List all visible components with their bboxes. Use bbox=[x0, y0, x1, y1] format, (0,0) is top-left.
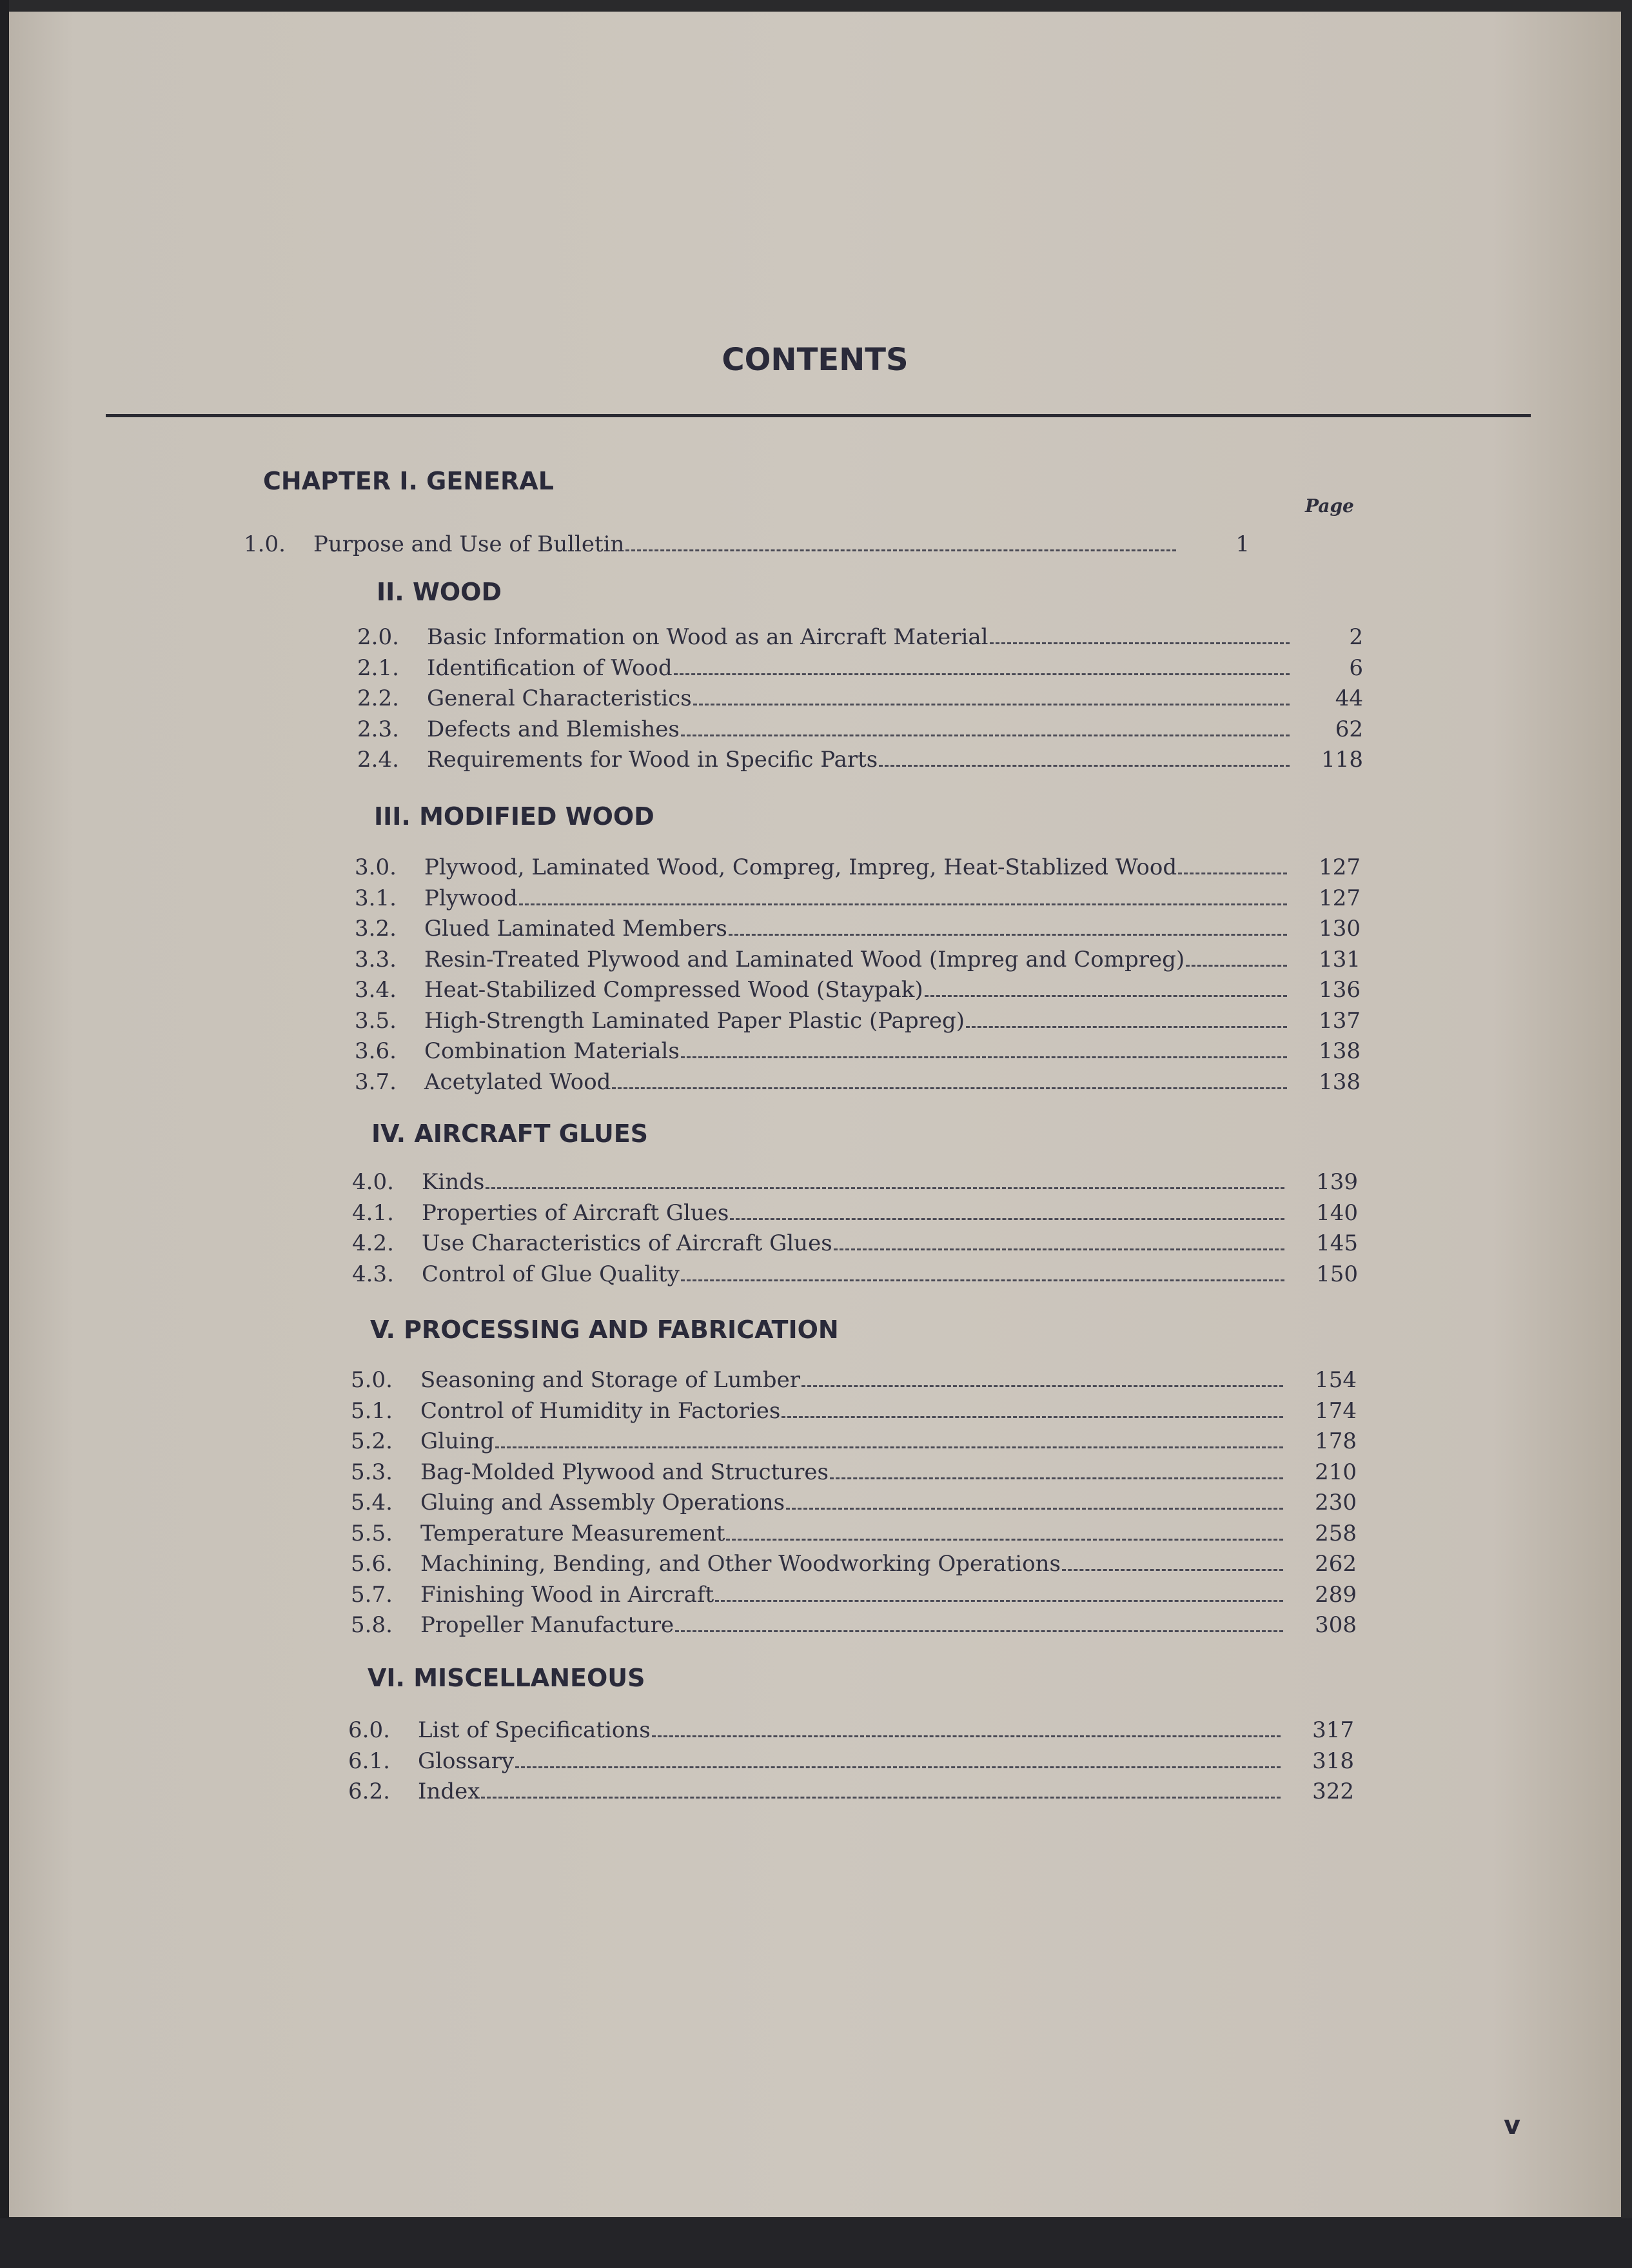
section-number: 6.2. bbox=[348, 1779, 390, 1804]
dot-leader bbox=[675, 1630, 1283, 1632]
section-number: 4.1. bbox=[352, 1199, 394, 1226]
toc-entry[interactable] bbox=[348, 1717, 1354, 1747]
section-title: Seasoning and Storage of Lumber bbox=[420, 1367, 800, 1393]
page-column-label: Page bbox=[1305, 495, 1354, 517]
section-page: 317 bbox=[1312, 1717, 1354, 1743]
dot-leader bbox=[925, 995, 1287, 997]
section-number: 3.7. bbox=[355, 1069, 397, 1095]
toc-entry[interactable] bbox=[351, 1490, 1357, 1519]
section-title: High-Strength Laminated Paper Plastic (Papreg) bbox=[424, 1007, 965, 1034]
section-title: Kinds bbox=[422, 1169, 485, 1195]
toc-entry[interactable] bbox=[355, 947, 1361, 976]
toc-entry[interactable] bbox=[357, 655, 1363, 685]
section-number: 4.3. bbox=[352, 1261, 394, 1287]
dot-leader bbox=[693, 704, 1290, 705]
section-title: Plywood, Laminated Wood, Compreg, Impreg, Heat-Stablized Wood bbox=[424, 854, 1177, 880]
section-page: 6 bbox=[1349, 655, 1363, 681]
section-number: 5.2. bbox=[351, 1428, 393, 1454]
dot-leader bbox=[519, 903, 1287, 905]
section-page: 145 bbox=[1316, 1230, 1358, 1256]
section-title: List of Specifications bbox=[418, 1717, 651, 1743]
section-number: 5.0. bbox=[351, 1367, 393, 1393]
chapter-heading: CHAPTER I. GENERAL bbox=[263, 467, 554, 495]
section-page: 289 bbox=[1315, 1581, 1357, 1608]
dot-leader bbox=[1186, 965, 1287, 967]
toc-entry[interactable] bbox=[348, 1779, 1354, 1808]
section-page: 136 bbox=[1319, 977, 1361, 1003]
dot-leader bbox=[625, 549, 1176, 551]
section-title: Combination Materials bbox=[424, 1038, 680, 1064]
chapter-heading: IV. AIRCRAFT GLUES bbox=[371, 1119, 649, 1148]
dot-leader bbox=[801, 1385, 1283, 1387]
section-title: Machining, Bending, and Other Woodworking Operations bbox=[420, 1551, 1061, 1577]
dot-leader bbox=[681, 1056, 1287, 1058]
section-page: 150 bbox=[1316, 1261, 1358, 1287]
section-page: 130 bbox=[1319, 916, 1361, 942]
binding-spine bbox=[0, 0, 9, 2268]
section-number: 2.2. bbox=[357, 685, 399, 711]
page-title: CONTENTS bbox=[722, 342, 909, 378]
section-number: 6.1. bbox=[348, 1748, 390, 1774]
section-number: 3.5. bbox=[355, 1007, 397, 1034]
dot-leader bbox=[1178, 873, 1287, 874]
toc-entry[interactable] bbox=[348, 1748, 1354, 1778]
toc-entry[interactable] bbox=[351, 1367, 1357, 1397]
section-number: 5.8. bbox=[351, 1612, 393, 1638]
toc-entry[interactable] bbox=[357, 716, 1363, 746]
section-number: 4.0. bbox=[352, 1169, 394, 1195]
section-title: Plywood bbox=[424, 885, 518, 911]
section-number: 3.3. bbox=[355, 946, 397, 972]
section-title: Purpose and Use of Bulletin bbox=[313, 531, 625, 557]
section-page: 318 bbox=[1312, 1748, 1354, 1774]
section-page: 258 bbox=[1315, 1520, 1357, 1546]
dot-leader bbox=[681, 735, 1290, 736]
section-number: 5.4. bbox=[351, 1490, 393, 1515]
section-number: 2.3. bbox=[357, 716, 399, 742]
title-divider bbox=[106, 414, 1531, 417]
section-title: Glossary bbox=[418, 1748, 515, 1774]
section-page: 230 bbox=[1315, 1490, 1357, 1515]
section-title: Glued Laminated Members bbox=[424, 916, 727, 942]
section-number: 5.1. bbox=[351, 1397, 393, 1424]
section-page: 154 bbox=[1315, 1367, 1357, 1393]
chapter-heading: V. PROCESSING AND FABRICATION bbox=[370, 1316, 839, 1344]
section-page: 118 bbox=[1321, 747, 1363, 773]
toc-entry[interactable] bbox=[352, 1230, 1358, 1260]
section-title: Propeller Manufacture bbox=[420, 1612, 674, 1638]
section-number: 5.6. bbox=[351, 1551, 393, 1577]
toc-entry[interactable] bbox=[355, 854, 1361, 884]
section-page: 262 bbox=[1315, 1551, 1357, 1577]
section-title: Basic Information on Wood as an Aircraft Material bbox=[427, 624, 988, 650]
toc-entry[interactable] bbox=[351, 1521, 1357, 1550]
section-title: Resin-Treated Plywood and Laminated Wood (Impreg and Compreg) bbox=[424, 946, 1185, 972]
section-number: 1.0. bbox=[244, 531, 286, 557]
dot-leader bbox=[495, 1446, 1283, 1448]
section-title: Gluing and Assembly Operations bbox=[420, 1490, 785, 1515]
dot-leader bbox=[612, 1087, 1287, 1089]
dot-leader bbox=[681, 1279, 1284, 1281]
section-title: General Characteristics bbox=[427, 685, 692, 711]
page-bottom-edge bbox=[0, 2218, 1632, 2268]
section-page: 139 bbox=[1316, 1169, 1358, 1195]
toc-entry[interactable] bbox=[355, 916, 1361, 945]
toc-entry[interactable] bbox=[351, 1459, 1357, 1489]
section-title: Temperature Measurement bbox=[420, 1520, 725, 1546]
section-page: 127 bbox=[1319, 854, 1361, 880]
document-page bbox=[9, 12, 1621, 2217]
dot-leader bbox=[486, 1187, 1284, 1189]
toc-entry[interactable] bbox=[355, 1069, 1361, 1099]
section-title: Heat-Stabilized Compressed Wood (Staypak) bbox=[424, 977, 923, 1003]
section-title: Bag-Molded Plywood and Structures bbox=[420, 1459, 829, 1485]
dot-leader bbox=[782, 1416, 1283, 1418]
section-title: Finishing Wood in Aircraft bbox=[420, 1581, 714, 1608]
section-page: 127 bbox=[1319, 885, 1361, 911]
section-number: 3.1. bbox=[355, 885, 397, 911]
section-title: Requirements for Wood in Specific Parts bbox=[427, 747, 878, 773]
toc-entry[interactable] bbox=[352, 1261, 1358, 1291]
section-page: 210 bbox=[1315, 1459, 1357, 1485]
toc-entry[interactable] bbox=[355, 977, 1361, 1007]
section-page: 137 bbox=[1319, 1007, 1361, 1034]
dot-leader bbox=[879, 765, 1290, 767]
dot-leader bbox=[786, 1508, 1283, 1510]
toc-entry[interactable] bbox=[351, 1551, 1357, 1581]
section-page: 178 bbox=[1315, 1428, 1357, 1454]
section-page: 308 bbox=[1315, 1612, 1357, 1638]
section-number: 3.0. bbox=[355, 854, 397, 880]
toc-entry[interactable] bbox=[357, 685, 1363, 715]
toc-entry[interactable] bbox=[355, 885, 1361, 915]
section-page: 322 bbox=[1312, 1779, 1354, 1804]
toc-entry[interactable] bbox=[351, 1398, 1357, 1428]
section-number: 2.0. bbox=[357, 624, 399, 650]
toc-entry[interactable] bbox=[244, 531, 1250, 561]
dot-leader bbox=[730, 1218, 1284, 1220]
section-title: Index bbox=[418, 1779, 480, 1804]
page-number: v bbox=[1504, 2111, 1521, 2140]
dot-leader bbox=[515, 1766, 1281, 1768]
section-page: 62 bbox=[1335, 716, 1363, 742]
section-number: 6.0. bbox=[348, 1717, 390, 1743]
section-page: 138 bbox=[1319, 1069, 1361, 1095]
section-title: Control of Glue Quality bbox=[422, 1261, 680, 1287]
section-title: Control of Humidity in Factories bbox=[420, 1397, 781, 1424]
section-page: 2 bbox=[1349, 624, 1363, 650]
section-title: Properties of Aircraft Glues bbox=[422, 1199, 729, 1226]
dot-leader bbox=[715, 1600, 1283, 1602]
toc-entry[interactable] bbox=[352, 1169, 1358, 1199]
section-number: 5.3. bbox=[351, 1459, 393, 1485]
section-title: Defects and Blemishes bbox=[427, 716, 680, 742]
section-page: 44 bbox=[1335, 685, 1363, 711]
toc-entry[interactable] bbox=[352, 1200, 1358, 1230]
section-page: 1 bbox=[1235, 531, 1250, 557]
section-title: Acetylated Wood bbox=[424, 1069, 611, 1095]
section-title: Identification of Wood bbox=[427, 655, 673, 681]
dot-leader bbox=[1062, 1569, 1283, 1571]
dot-leader bbox=[830, 1477, 1283, 1479]
section-number: 3.4. bbox=[355, 977, 397, 1003]
chapter-heading: II. WOOD bbox=[377, 578, 502, 606]
section-title: Use Characteristics of Aircraft Glues bbox=[422, 1230, 832, 1256]
section-page: 138 bbox=[1319, 1038, 1361, 1064]
dot-leader bbox=[990, 642, 1290, 644]
chapter-heading: III. MODIFIED WOOD bbox=[374, 802, 654, 831]
section-number: 3.6. bbox=[355, 1038, 397, 1064]
section-number: 2.4. bbox=[357, 747, 399, 773]
toc-entry[interactable] bbox=[351, 1428, 1357, 1458]
section-page: 174 bbox=[1315, 1397, 1357, 1424]
dot-leader bbox=[966, 1026, 1287, 1028]
toc-entry[interactable] bbox=[357, 624, 1363, 654]
section-number: 2.1. bbox=[357, 655, 399, 681]
dot-leader bbox=[652, 1735, 1281, 1737]
section-number: 4.2. bbox=[352, 1230, 394, 1256]
toc-entry[interactable] bbox=[355, 1008, 1361, 1038]
dot-leader bbox=[674, 673, 1290, 675]
toc-entry[interactable] bbox=[357, 747, 1363, 776]
toc-entry[interactable] bbox=[351, 1612, 1357, 1642]
toc-entry[interactable] bbox=[351, 1582, 1357, 1612]
section-page: 140 bbox=[1316, 1199, 1358, 1226]
section-page: 131 bbox=[1319, 946, 1361, 972]
chapter-heading: VI. MISCELLANEOUS bbox=[368, 1664, 645, 1692]
section-number: 3.2. bbox=[355, 916, 397, 942]
toc-entry[interactable] bbox=[355, 1038, 1361, 1068]
dot-leader bbox=[729, 934, 1287, 936]
section-title: Gluing bbox=[420, 1428, 495, 1454]
section-number: 5.7. bbox=[351, 1581, 393, 1608]
dot-leader bbox=[834, 1248, 1284, 1250]
dot-leader bbox=[481, 1797, 1281, 1799]
dot-leader bbox=[726, 1539, 1283, 1541]
section-number: 5.5. bbox=[351, 1520, 393, 1546]
